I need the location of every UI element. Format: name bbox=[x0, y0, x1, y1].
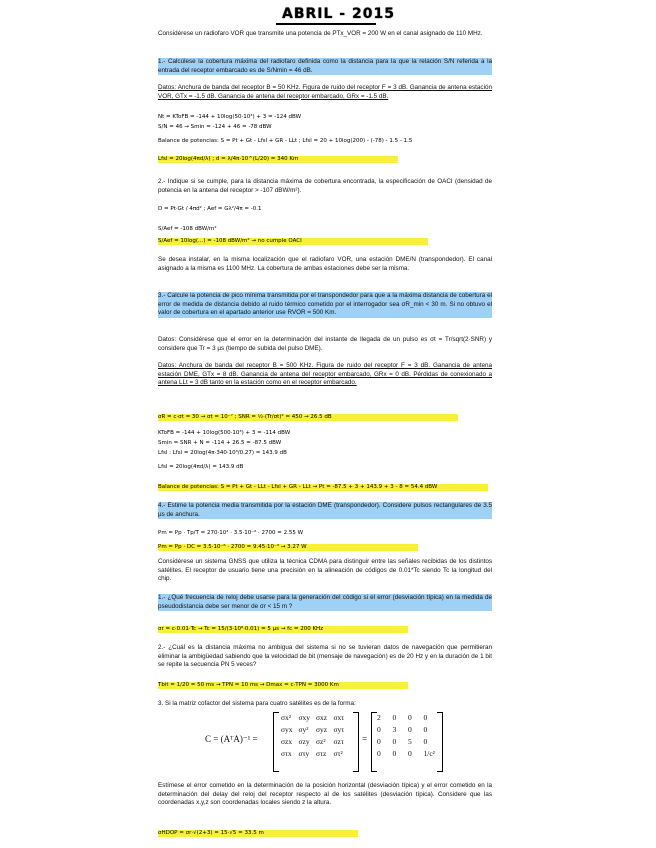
gnss-question-2: 2.- ¿Cuál es la distancia máxima no ambigua del sistema si no se tuvieran datos de navegación que permitieran eliminar la ambigüedad sabiendo que la velocidad de bit (mensaje de navegación) es de 20 Hz y en la duración de 1 bit se repite la secuencia PN 5 veces? bbox=[158, 644, 492, 669]
handwriting-result: Pm = Pp · DC = 3.5·10⁻⁶ · 2700 = 9.45·10⁻³ → 3.27 W bbox=[158, 544, 418, 551]
handwriting-result: Lfsl = 20log(4πd/λ) ; d = λ/4π·10^(L/20) = 340 Km bbox=[158, 156, 398, 163]
gnss-question-3: 3. Si la matriz cofactor del sistema para cuatro satélites es de la forma: bbox=[158, 700, 356, 707]
question-4: 4.- Estime la potencia media transmitida por la estación DME (transpondedor). Considere pulsos rectangulares de 3.5 µs de anchura. bbox=[158, 502, 492, 518]
cofactor-matrix bbox=[205, 712, 445, 770]
matrix-cell: σx² bbox=[281, 713, 292, 722]
question-1: 1.- Calcúlese la cobertura máxima del radiofaro definida como la distancia para la que la relación S/N referida a la entrada del receptor embarcado es de S/Nmin = 46 dB. bbox=[158, 58, 492, 74]
matrix-cell: στz bbox=[316, 749, 327, 758]
handwriting-result: Balance de potencias: S = Pt + Gt - LLt - Lfsl + GR - LLt → Pt = -87.5 + 3 + 143.9 + 3 - 8 = 54.4 dBW bbox=[158, 484, 488, 491]
matrix-cell: σyτ bbox=[333, 725, 345, 734]
handwriting-result: σr = c·0.01·Tc → Tc = 15/(3·10⁸·0.01) = 5 µs → fc = 200 KHz bbox=[158, 626, 408, 633]
matrix-cell: 1/c² bbox=[423, 749, 435, 758]
matrix-cell: 0 bbox=[408, 725, 412, 734]
handwriting-result: Tbit = 1/20 = 50 ms → TPN = 10 ms → Dmax = c·TPN = 3000 Km bbox=[158, 682, 408, 689]
handwriting-result: σHDOP = σr·√(2+3) = 15·√5 = 33.5 m bbox=[158, 830, 358, 837]
page-title: ABRIL - 2015 bbox=[282, 6, 395, 22]
matrix-cell: σxτ bbox=[333, 713, 345, 722]
handwriting-line: D = Pt·Gt / 4πd² ; Aef = Gλ²/4π = -0.1 bbox=[158, 206, 262, 212]
title-underline bbox=[276, 23, 376, 25]
matrix-cell: 0 bbox=[377, 725, 381, 734]
handwriting-line: Lfsl : Lfsl = 20log(4π·340·10³/0.27) = 143.9 dB bbox=[158, 450, 287, 456]
question-1-data: Datos: Anchura de banda del receptor B = 50 KHz. Figura de ruido del receptor F = 3 dB. Ganancia de antena estación VOR, GTx = -1.5 dB. Ganancia de antena del receptor embarcado, GRx = -1.5 dB. bbox=[158, 84, 492, 100]
handwriting-line: Lfsl = 20log(4πd/λ) = 143.9 dB bbox=[158, 464, 244, 470]
matrix-cell: σzx bbox=[281, 737, 293, 746]
matrix-cell: 0 bbox=[392, 713, 397, 722]
dme-intro: Se desea instalar, en la misma localización que el radiofaro VOR, una estación DME/N (transpondedor). El canal asignado a la misma es 1100 MHz. La cobertura de ambas estaciones debe ser la misma. bbox=[158, 256, 492, 272]
final-question: Estímese el error cometido en la determinación de la posición horizontal (desviación típica) y el error cometido en la determinación del delay del reloj del receptor respecto al de los satélites (desviación típica). Considere que las coordenadas x,y,z son coordenadas locales siendo z la altura. bbox=[158, 782, 492, 807]
matrix-cell: 0 bbox=[423, 737, 428, 746]
intro-paragraph: Considérese un radiofaro VOR que transmite una potencia de PTx_VOR = 200 W en el canal asignado de 110 MHz. bbox=[158, 30, 483, 37]
question-3: 3.- Calcule la potencia de pico mínima transmitida por el transpondedor para que a la máxima distancia de cobertura el error de medida de distancia debido al ruido térmico cometido por el interrogador sea σR_min < 30 m. Si no obtuvo el valor de cobertura en el apartado anterior use RVOR = 500 Km. bbox=[158, 292, 492, 317]
handwriting-line: Balance de potencias: S = Pt + Gt - Lfsl + GR - LLt ; Lfsl = 20 + 10log(200) - (-78) - 1.5 - 1.5 bbox=[158, 138, 413, 144]
matrix-cell: 0 bbox=[377, 737, 381, 746]
matrix-body: σx² σxy σxz σxτ σyx σy² σyz σyτ σzx σzy σz² σzτ στx στy στz στ² = 2 0 0 0 0 3 0 0 0 0 5 0 0 0 0 1/c² bbox=[273, 712, 443, 770]
numeric-matrix bbox=[377, 713, 439, 758]
matrix-cell: 5 bbox=[408, 737, 412, 746]
question-2: 2.- Indique si se cumple, para la distancia máxima de cobertura encontrada, la especificación de OACI (densidad de potencia en la antena del receptor > -107 dBW/m²). bbox=[158, 178, 492, 194]
handwriting-line: Nt = KToFB = -144 + 10log(50·10³) + 3 = -124 dBW bbox=[158, 114, 302, 120]
handwriting-line: Smin = SNR + N = -114 + 26.5 = -87.5 dBW bbox=[158, 440, 282, 446]
matrix-cell: σzy bbox=[298, 737, 310, 746]
matrix-cell: στx bbox=[281, 749, 292, 758]
matrix-cell: 0 bbox=[408, 713, 412, 722]
matrix-cell: σyz bbox=[316, 725, 328, 734]
matrix-cell: σy² bbox=[298, 725, 309, 734]
matrix-cell: 0 bbox=[423, 713, 428, 722]
symbolic-matrix bbox=[281, 713, 351, 758]
matrix-cell: 0 bbox=[423, 725, 428, 734]
matrix-cell: σxz bbox=[316, 713, 328, 722]
question-3-data-2: Datos: Anchura de banda del receptor B = 500 KHz. Figura de ruido del receptor F = 3 dB. Ganancia de antena estación DME, GTx = 8 dB. Ganancia de antena del receptor embarcado, GRx = 0 dB. Pérdidas de conexionado a antena LLt = 3 dB tanto en la estación como en el receptor embarcado. bbox=[158, 362, 492, 387]
gnss-intro: Considérese un sistema GNSS que utiliza la técnica CDMA para distinguir entre las señales recibidas de los distintos satélites. El receptor de usuario tiene una precisión en la alineación de códigos de 0.01*Tc siendo Tc la longitud del chip. bbox=[158, 558, 492, 583]
matrix-cell: στy bbox=[298, 749, 310, 758]
matrix-cell: 0 bbox=[392, 749, 397, 758]
matrix-cell: σyx bbox=[281, 725, 293, 734]
gnss-question-1: 1.- ¿Qué frecuencia de reloj debe usarse para la generación del código si el error (desviación típica) en la medida de pseudodistancia debe ser menor de σr < 15 m ? bbox=[158, 594, 492, 610]
handwriting-result: S/Aef = 10log(...) = -108 dBW/m² → no cumple OACI bbox=[158, 238, 428, 245]
handwriting-line: S/N = 46 → Smin = -124 + 46 = -78 dBW bbox=[158, 124, 272, 130]
question-3-data-1: Datos: Considérese que el error en la determinación del instante de llegada de un pulso es σt = Tr/sqrt(2·SNR) y considere que Tr = 3 µs (tiempo de subida del pulso DME). bbox=[158, 336, 492, 352]
handwriting-line: σR = c·σt = 30 → σt = 10⁻⁷ ; SNR = ½·(Tr/σt)² = 450 → 26.5 dB bbox=[158, 414, 458, 421]
matrix-cell: 0 bbox=[392, 737, 397, 746]
matrix-cell: στ² bbox=[333, 749, 343, 758]
matrix-label: C = (AᵀA)⁻¹ = bbox=[205, 734, 258, 744]
matrix-cell: 3 bbox=[392, 725, 397, 734]
handwriting-line: S/Aef = -108 dBW/m² bbox=[158, 226, 217, 232]
matrix-cell: 2 bbox=[377, 713, 381, 722]
matrix-cell: 0 bbox=[408, 749, 412, 758]
matrix-cell: σzτ bbox=[333, 737, 344, 746]
handwriting-line: Pm = Pp · Tp/T = 270·10³ · 3.5·10⁻⁶ · 2700 = 2.55 W bbox=[158, 530, 304, 536]
matrix-cell: σz² bbox=[316, 737, 326, 746]
matrix-cell: 0 bbox=[377, 749, 381, 758]
handwriting-line: KToFB = -144 + 10log(500·10³) + 3 = -114 dBW bbox=[158, 430, 291, 436]
matrix-cell: σxy bbox=[298, 713, 311, 722]
